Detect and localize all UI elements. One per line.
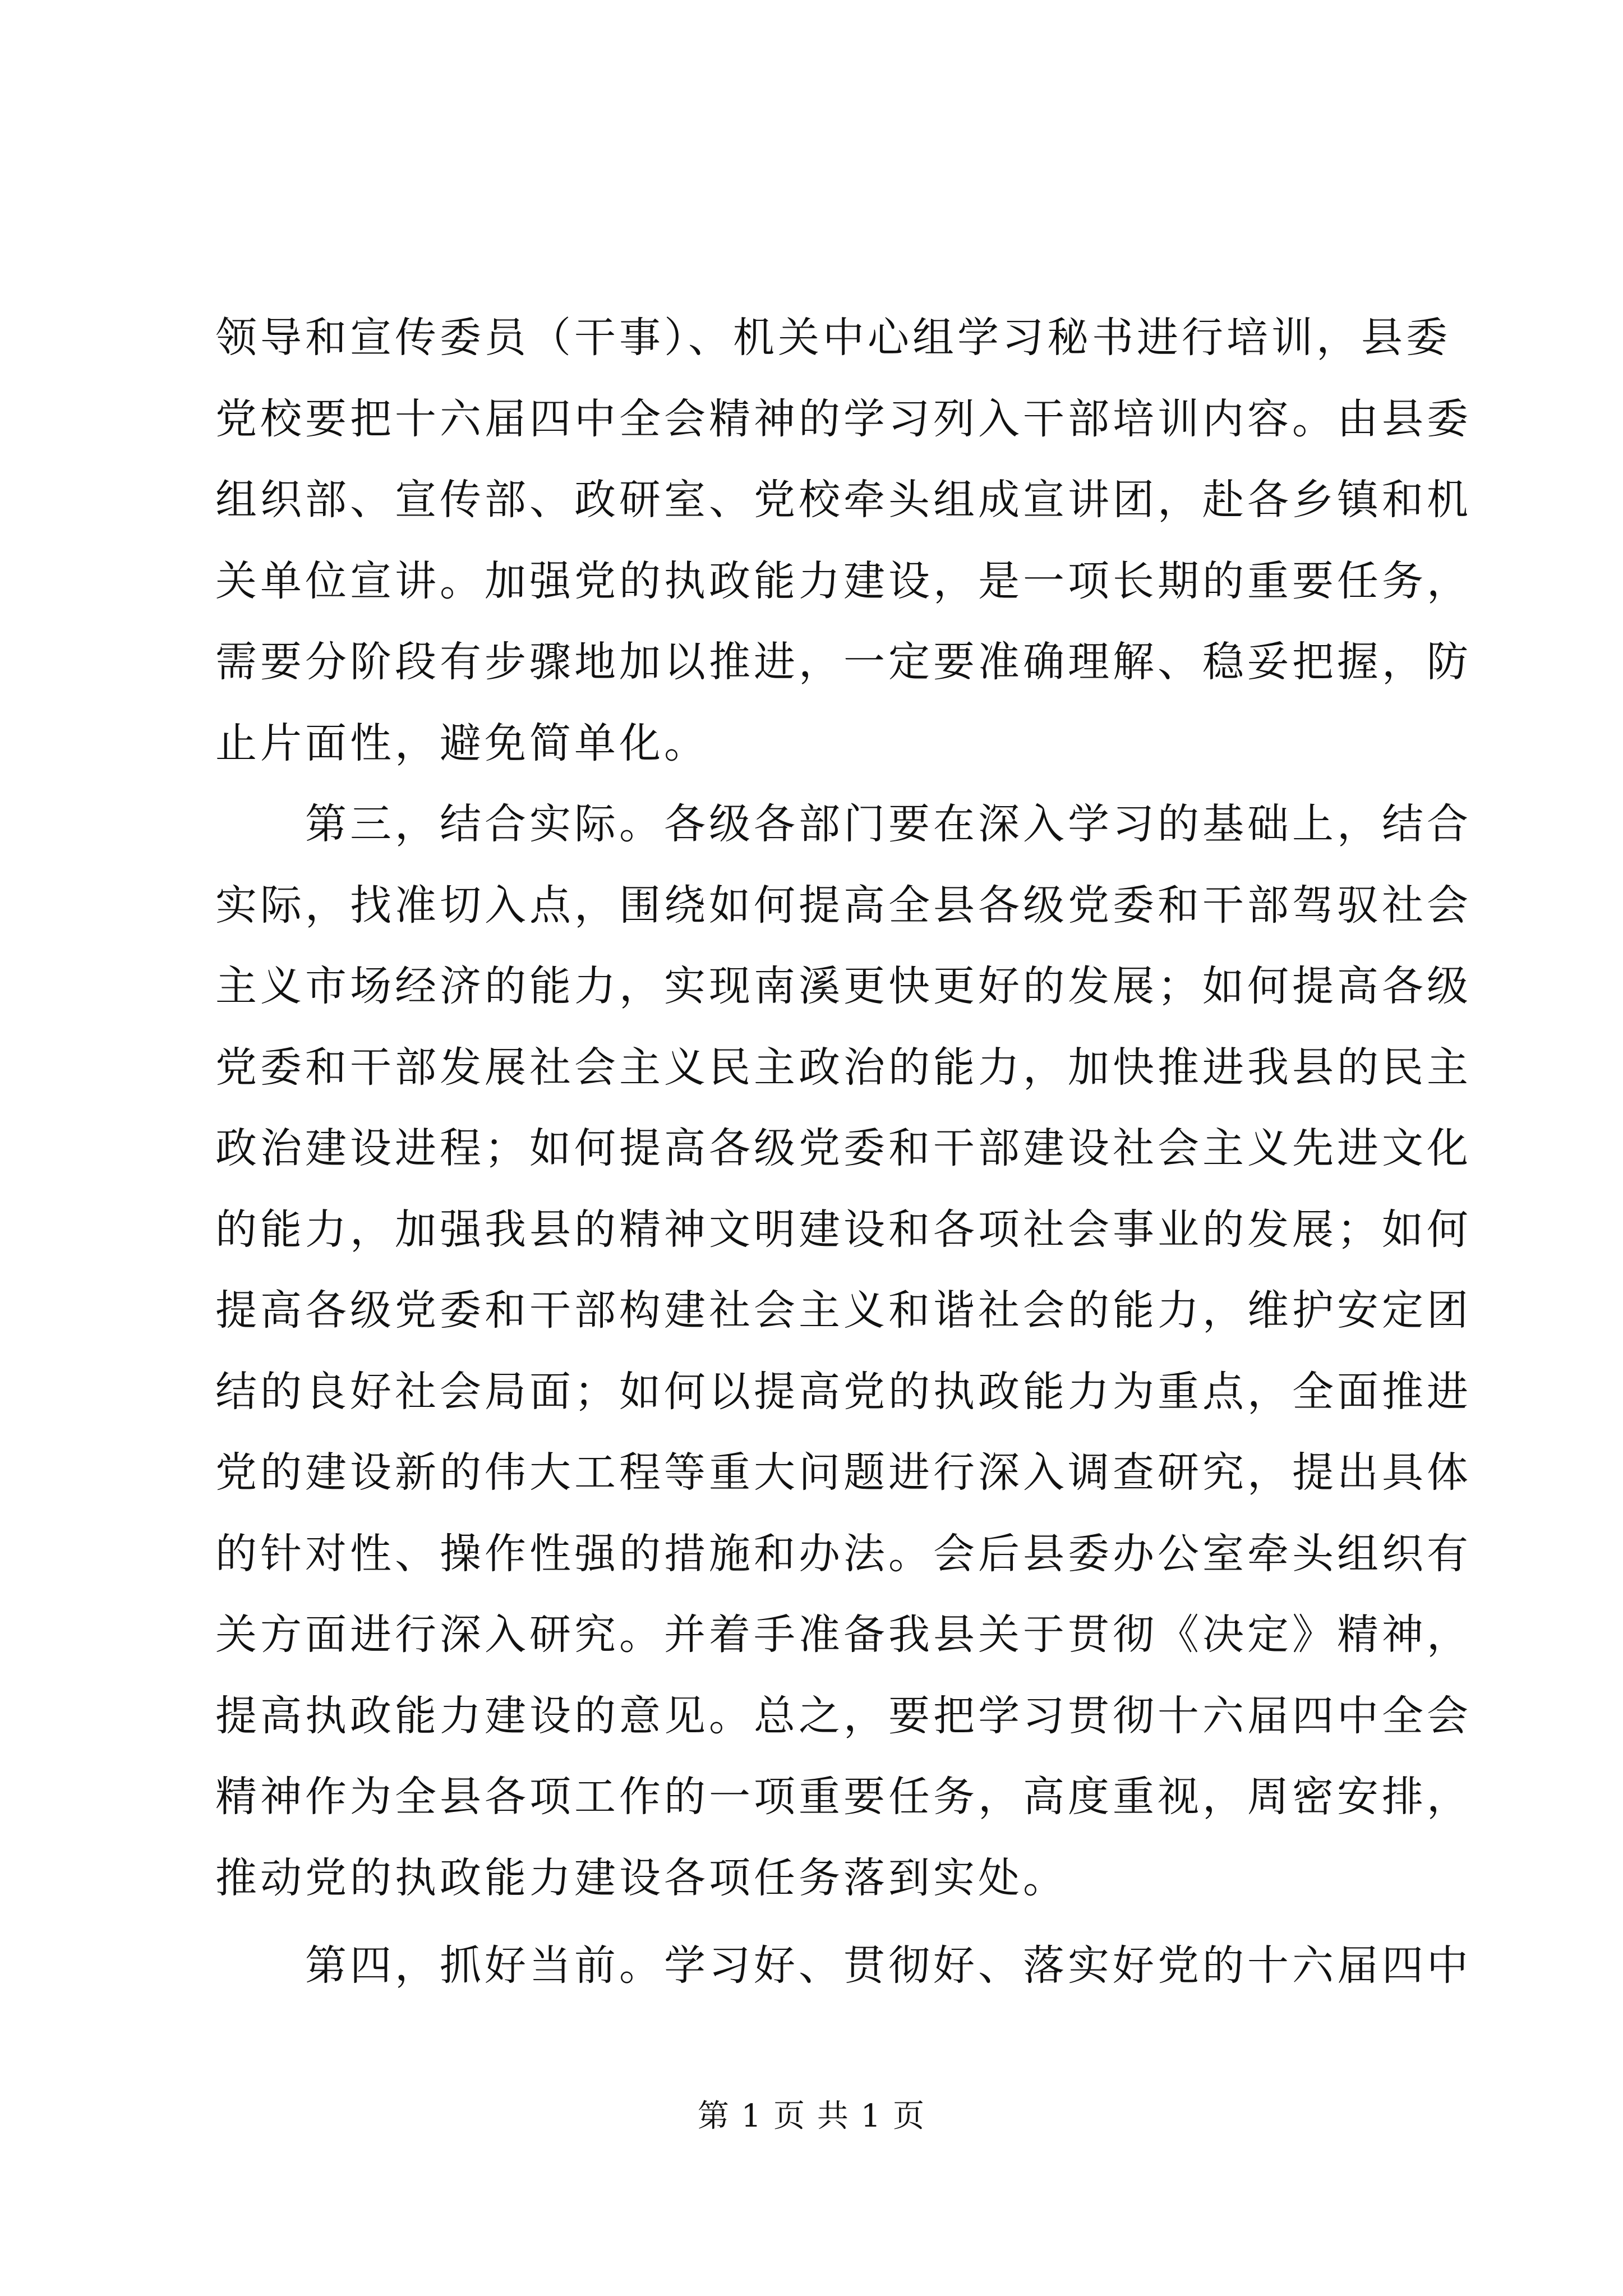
- text-line: 党的建设新的伟大工程等重大问题进行深入调查研究，提出具体: [215, 1448, 1472, 1497]
- text-line: 的能力，加强我县的精神文明建设和各项社会事业的发展；如何: [215, 1205, 1472, 1254]
- text-line: 主义市场经济的能力，实现南溪更快更好的发展；如何提高各级: [215, 962, 1472, 1010]
- text-line: 推动党的执政能力建设各项任务落到实处。: [215, 1853, 1068, 1902]
- text-line: 提高各级党委和干部构建社会主义和谐社会的能力，维护安定团: [215, 1286, 1472, 1335]
- text-line: 政治建设进程；如何提高各级党委和干部建设社会主义先进文化: [215, 1124, 1472, 1172]
- text-line: 党委和干部发展社会主义民主政治的能力，加快推进我县的民主: [215, 1043, 1472, 1092]
- text-line: 止片面性，避免简单化。: [215, 719, 709, 767]
- text-line: 领导和宣传委员（干事）、机关中心组学习秘书进行培训，县委: [215, 314, 1451, 362]
- paragraph-start-line: 第三，结合实际。各级各部门要在深入学习的基础上，结合: [215, 800, 1472, 848]
- text-line: 组织部、宣传部、政研室、党校牵头组成宣讲团，赴各乡镇和机: [215, 476, 1472, 524]
- page-footer: 第 1 页 共 1 页: [697, 2098, 926, 2134]
- document-body: [215, 297, 1472, 2007]
- text-line: 需要分阶段有步骤地加以推进，一定要准确理解、稳妥把握，防: [215, 638, 1472, 686]
- text-line: 精神作为全县各项工作的一项重要任务，高度重视，周密安排，: [215, 1773, 1472, 1821]
- text-line: 关方面进行深入研究。并着手准备我县关于贯彻《决定》精神，: [215, 1611, 1472, 1659]
- text-line: 提高执政能力建设的意见。总之，要把学习贯彻十六届四中全会: [215, 1691, 1472, 1740]
- text-line: 关单位宣讲。加强党的执政能力建设，是一项长期的重要任务，: [215, 556, 1472, 605]
- text-line: 实际，找准切入点，围绕如何提高全县各级党委和干部驾驭社会: [215, 881, 1472, 930]
- text-line: 的针对性、操作性强的措施和办法。会后县委办公室牵头组织有: [215, 1529, 1472, 1578]
- text-line: 党校要把十六届四中全会精神的学习列入干部培训内容。由县委: [215, 394, 1472, 443]
- text-line: 结的良好社会局面；如何以提高党的执政能力为重点，全面推进: [215, 1367, 1472, 1416]
- paragraph-start-line: 第四，抓好当前。学习好、贯彻好、落实好党的十六届四中: [215, 1941, 1472, 1990]
